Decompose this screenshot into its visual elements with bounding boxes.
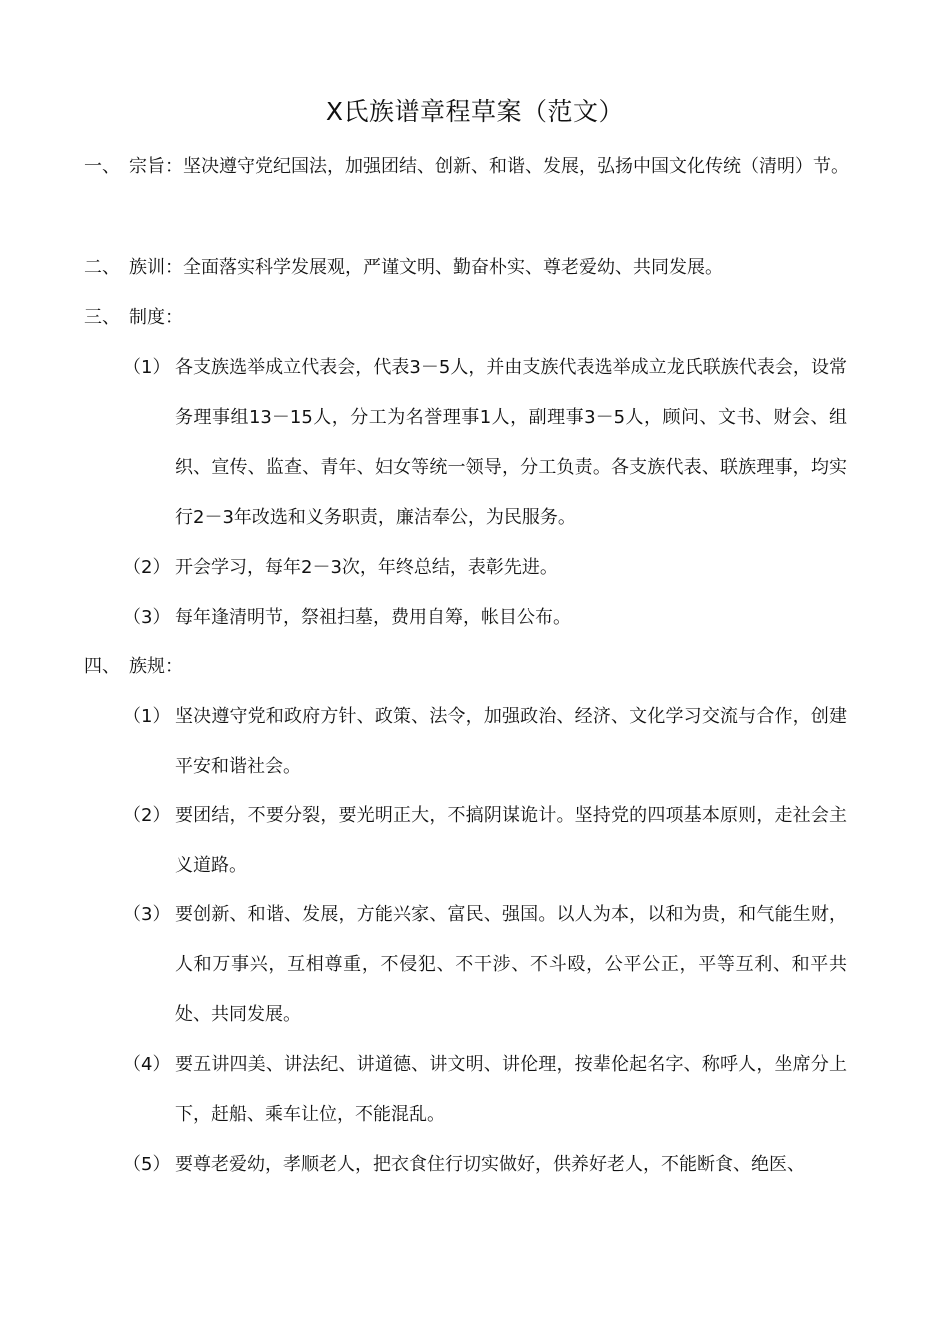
item-text: 要尊老爱幼，孝顺老人，把衣食住行切实做好，供养好老人，不能断食、绝医、 — [175, 1154, 805, 1175]
item-number: （5） — [123, 1154, 171, 1175]
item-text: 开会学习，每年2－3次，年终总结，表彰先进。 — [175, 557, 558, 578]
item-number: （2） — [123, 805, 171, 826]
item-number: （1） — [123, 357, 171, 378]
item-number: （4） — [123, 1054, 171, 1075]
item-text: 要五讲四美、讲法纪、讲道德、讲文明、讲伦理，按辈伦起名字、称呼人，坐席分上下，赶船、乘车让位，不能混乱。 — [175, 1054, 847, 1125]
item-text: 坚决遵守党和政府方针、政策、法令，加强政治、经济、文化学习交流与合作，创建平安和谐社会。 — [175, 706, 847, 777]
item-number: （1） — [123, 706, 171, 727]
item-text: 每年逢清明节，祭祖扫墓，费用自筹，帐目公布。 — [175, 607, 571, 628]
section-number: 一、 — [84, 156, 120, 177]
section-number: 二、 — [84, 257, 120, 278]
document-title: X氏族谱章程草案（范文） — [325, 97, 625, 126]
item-number: （2） — [123, 557, 171, 578]
item-number: （3） — [123, 607, 171, 628]
section-text: 宗旨：坚决遵守党纪国法，加强团结、创新、和谐、发展，弘扬中国文化传统（清明）节。 — [129, 156, 849, 177]
item-text: 各支族选举成立代表会，代表3－5人，并由支族代表选举成立龙氏联族代表会，设常务理事组13－15人，分工为名誉理事1人，副理事3－5人，顾问、文书、财会、组织、宣传、监查、青年、妇女等统一领导，分工负责。各支族代表、联族理事，均实行2－3年改选和义务职责，廉洁奉公，为民服务。 — [175, 357, 847, 528]
item-text: 要团结，不要分裂，要光明正大，不搞阴谋诡计。坚持党的四项基本原则，走社会主义道路。 — [175, 805, 847, 876]
section-text: 族规： — [129, 656, 183, 677]
item-text: 要创新、和谐、发展，方能兴家、富民、强国。以人为本，以和为贵，和气能生财，人和万事兴，互相尊重，不侵犯、不干涉、不斗殴，公平公正，平等互利、和平共处、共同发展。 — [175, 904, 847, 1025]
section-text: 族训：全面落实科学发展观，严谨文明、勤奋朴实、尊老爱幼、共同发展。 — [129, 257, 723, 278]
section-number: 三、 — [84, 307, 120, 328]
item-number: （3） — [123, 904, 171, 925]
section-number: 四、 — [84, 656, 120, 677]
section-text: 制度： — [129, 307, 183, 328]
